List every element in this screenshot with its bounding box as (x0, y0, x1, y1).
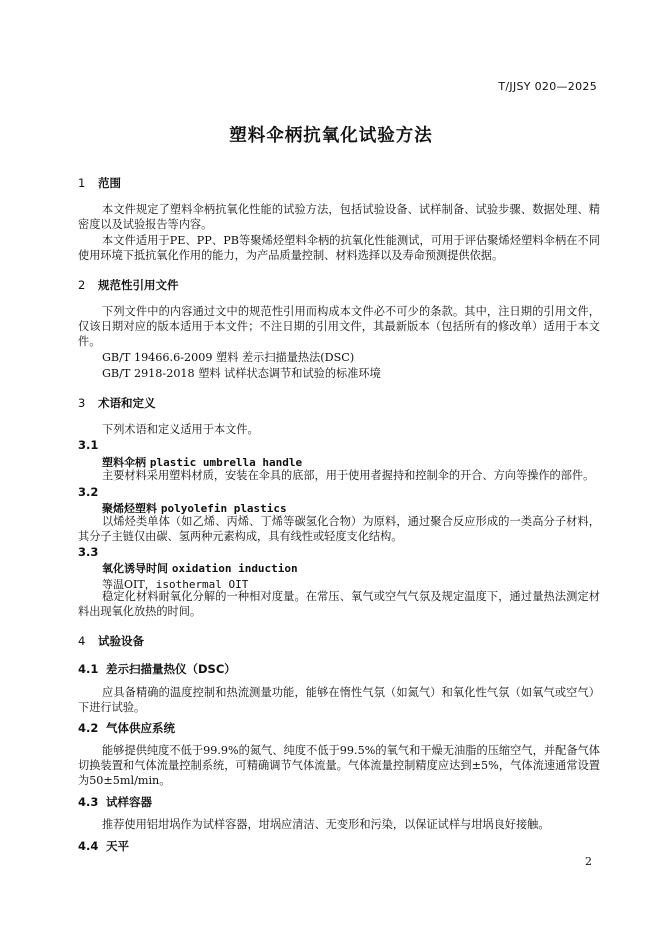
term-definition: 稳定化材料耐氧化分解的一种相对度量。在常压、氧气或空气气氛及规定温度下，通过量热法测定材料出现氧化放热的时间。 (78, 590, 600, 619)
section-title: 范围 (98, 176, 121, 190)
section-heading-1 (78, 175, 121, 191)
reference-item: GB/T 2918-2018 塑料 试样状态调节和试验的标准环境 (102, 367, 381, 380)
term-en: polyolefin plastics (160, 502, 287, 515)
clause-number: 4.1 (78, 662, 99, 676)
section-heading-2 (78, 277, 179, 293)
term-cn: 氧化诱导时间 (102, 562, 168, 575)
paragraph: 推荐使用铝坩埚作为试样容器，坩埚应清洁、无变形和污染，以保证试样与坩埚良好接触。 (102, 818, 550, 831)
clause-title: 气体供应系统 (106, 721, 175, 735)
section-title: 术语和定义 (98, 396, 156, 410)
clause-heading (78, 661, 236, 677)
term-en: oxidation induction (171, 562, 298, 575)
term-name (102, 560, 298, 576)
term-alt-cn: 等温OIT， (102, 578, 156, 591)
section-title: 规范性引用文件 (98, 278, 179, 292)
section-number: 2 (78, 278, 86, 292)
clause-number: 4.4 (78, 839, 99, 853)
clause-title: 天平 (106, 839, 129, 853)
term-number: 3.2 (78, 485, 99, 499)
clause-number: 4.2 (78, 721, 99, 735)
term-number: 3.3 (78, 545, 99, 559)
paragraph: 下列文件中的内容通过文中的规范性引用而构成本文件必不可少的条款。其中，注日期的引用文件，仅该日期对应的版本适用于本文件；不注日期的引用文件，其最新版本（包括所有的修改单）适用于本文件。 (78, 305, 600, 349)
section-title: 试验设备 (98, 634, 144, 648)
clause-number: 4.3 (78, 795, 99, 809)
clause-heading (78, 838, 129, 854)
clause-title: 试样容器 (106, 795, 152, 809)
clause-heading (78, 720, 175, 736)
term-definition: 主要材料采用塑料材质，安装在伞具的底部，用于使用者握持和控制伞的开合、方向等操作的部件。 (102, 469, 595, 482)
page-number: 2 (585, 855, 592, 868)
paragraph: 本文件规定了塑料伞柄抗氧化性能的试验方法，包括试验设备、试样制备、试验步骤、数据处理、精密度以及试验报告等内容。 (78, 203, 600, 232)
paragraph: 本文件适用于PE、PP、PB等聚烯烃塑料伞柄的抗氧化性能测试，可用于评估聚烯烃塑料伞柄在不同使用环境下抵抗氧化作用的能力，为产品质量控制、材料选择以及寿命预测提供依据。 (78, 234, 600, 263)
term-cn: 塑料伞柄 (102, 456, 146, 469)
clause-title: 差示扫描量热仪（DSC） (106, 662, 236, 676)
paragraph: 下列术语和定义适用于本文件。 (102, 423, 259, 436)
term-en: plastic umbrella handle (149, 456, 303, 469)
section-heading-3 (78, 395, 156, 411)
document-id: T/JJSY 020—2025 (498, 80, 597, 93)
section-number: 1 (78, 176, 86, 190)
section-heading-4 (78, 633, 144, 649)
section-number: 3 (78, 396, 86, 410)
term-number: 3.1 (78, 438, 99, 452)
reference-item: GB/T 19466.6-2009 塑料 差示扫描量热法(DSC) (102, 351, 355, 364)
term-definition: 以烯烃类单体（如乙烯、丙烯、丁烯等碳氢化合物）为原料，通过聚合反应形成的一类高分子材料，其分子主链仅由碳、氢两种元素构成，具有线性或轻度支化结构。 (78, 515, 600, 544)
document-title: 塑料伞柄抗氧化试验方法 (229, 126, 433, 146)
term-alt-en: isothermal OIT (155, 578, 249, 591)
section-number: 4 (78, 634, 86, 648)
paragraph: 能够提供纯度不低于99.9%的氮气、纯度不低于99.5%的氧气和干燥无油脂的压缩空气，并配备气体切换装置和气体流量控制系统，可精确调节气体流量。气体流量控制精度应达到±5%，气体流速通常设置为50±5ml/min。 (78, 744, 600, 788)
clause-heading (78, 794, 152, 810)
paragraph: 应具备精确的温度控制和热流测量功能，能够在惰性气氛（如氮气）和氧化性气氛（如氧气或空气）下进行试验。 (78, 686, 600, 715)
term-cn: 聚烯烃塑料 (102, 502, 157, 515)
